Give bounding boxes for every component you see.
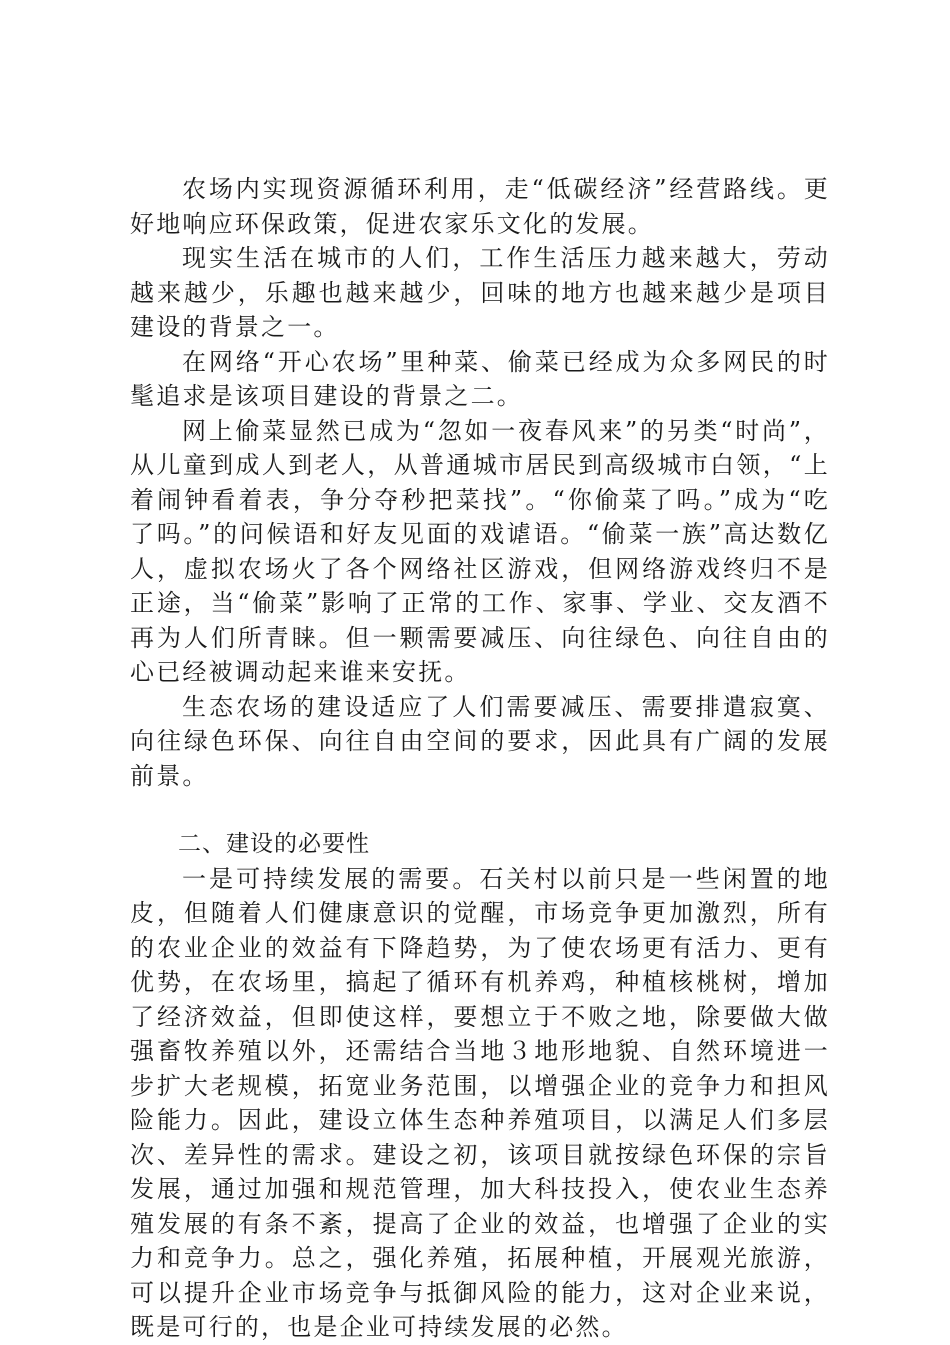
paragraph-background-one: 现实生活在城市的人们，工作生活压力越来越大，劳动越来越少，乐趣也越来越少，回味的地方也越来越少是项目建设的背景之一。	[130, 244, 830, 341]
paragraph-sustainable-development: 一是可持续发展的需要。石关村以前只是一些闲置的地皮，但随着人们健康意识的觉醒，市场竞争更加激烈，所有的农业企业的效益有下降趋势，为了使农场更有活力、更有优势，在农场里，搞起了循环有机养鸡，种植核桃树，增加了经济效益，但即使这样，要想立于不败之地，除要做大做强畜牧养殖以外，还需结合当地３地形地貌、自然环境进一步扩大老规模，拓宽业务范围，以增强企业的竞争力和担风险能力。因此，建设立体生态种养殖项目，以满足人们多层次、差异性的需求。建设之初，该项目就按绿色环保的宗旨发展，通过加强和规范管理，加大科技投入，使农业生态养殖发展的有条不紊，提高了企业的效益，也增强了企业的实力和竞争力。总之，强化养殖，拓展种植，开展观光旅游，可以提升企业市场竞争与抵御风险的能力，这对企业来说，既是可行的，也是企业可持续发展的必然。	[130, 864, 830, 1341]
section-heading-necessity: 二、建设的必要性	[178, 831, 370, 857]
paragraph-resource-recycling: 农场内实现资源循环利用，走“低碳经济”经营路线。更好地响应环保政策，促进农家乐文化的发展。	[130, 175, 830, 238]
paragraph-development-prospect: 生态农场的建设适应了人们需要减压、需要排遣寂寞、向往绿色环保、向往自由空间的要求，因此具有广阔的发展前景。	[130, 692, 830, 790]
paragraph-online-farming-trend: 网上偷菜显然已成为“忽如一夜春风来”的另类“时尚”，从儿童到成人到老人，从普通城市居民到高级城市白领，“上着闹钟看着表，争分夺秒把菜找”。“你偷菜了吗。”成为“吃了吗。”的问候语和好友见面的戏谑语。“偷菜一族”高达数亿人，虚拟农场火了各个网络社区游戏，但网络游戏终归不是正途，当“偷菜”影响了正常的工作、家事、学业、交友酒不再为人们所青睐。但一颗需要减压、向往绿色、向往自由的心已经被调动起来谁来安抚。	[130, 416, 830, 686]
paragraph-background-two: 在网络“开心农场”里种菜、偷菜已经成为众多网民的时髦追求是该项目建设的背景之二。	[130, 347, 830, 410]
document-body	[130, 172, 830, 1345]
